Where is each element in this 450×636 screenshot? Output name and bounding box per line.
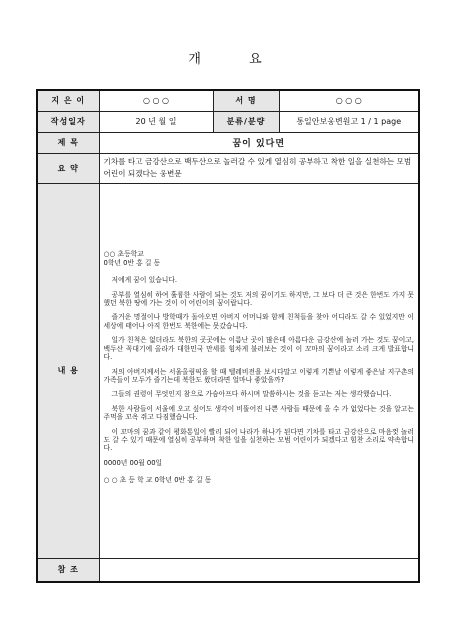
page-title: 개 요: [188, 52, 284, 67]
author-label: 지 은 이: [37, 90, 99, 111]
speech-school: ○○ 초등학교: [103, 250, 144, 259]
speech-paragraph: 즐거운 명절이나 방학때가 돌아오면 아버지 어머니와 함께 친척들을 찾아 어디라도 갈 수 있었지만 이 세상에 태어나 아직 한번도 북한에는 못갔습니다.: [103, 313, 414, 330]
speech-signature: ○ ○ 초 등 학 교 0학년 0반 홍 길 동: [103, 476, 212, 485]
date-label: 작성일자: [37, 111, 99, 132]
reference-value: [99, 558, 419, 582]
speech-content: [99, 183, 419, 558]
summary-form: [36, 89, 420, 583]
title-label: 제 목: [37, 132, 99, 153]
speech-date: 0000년 00월 00일: [103, 458, 163, 467]
book-name-value: ○ ○ ○: [279, 90, 419, 111]
speech-paragraph: 저에게 꿈이 있습니다.: [111, 276, 178, 285]
speech-paragraph: 저의 아버지께서는 서울올림픽을 할 때 텔레비전을 보시다말고 이렇게 기쁜날 이렇게 좋은날 지구촌의 가족들이 모두가 즐기는데 북한도 왔더라면 얼마나 좋았을까?: [103, 367, 414, 384]
speech-paragraph: 그들의 권령이 무엇인지 참으로 가슴아프다 하시며 말씀하시는 것을 듣고는 저는 생각했습니다.: [111, 390, 392, 399]
category-value: 통일안보웅변원고 1 / 1 page: [279, 111, 419, 132]
speech-paragraph: 일가 친척은 없더라도 북한의 곳곳에는 이름난 곳이 많은데 아름다운 금강산에 놀러 가는 것도 꿈이고, 백두산 꼭대기에 올라가 대한민국 만세를 힘차게 불러보는 것이 이 꼬마의 꿈이라고 소리 크게 발표합니다.: [103, 336, 414, 362]
speech-paragraph: 이 꼬마의 꿈과 같이 평화통일이 빨리 되어 나라가 하나가 된다면 기차를 타고 금강산으로 마음껏 놀러도 갈 수 있기 때문에 열심히 공부하며 착한 일을 실천하는 모범 어린이가 되겠다고 힘찬 소리로 약속합니다.: [103, 427, 414, 453]
speech-paragraph: 북한 사람들이 서울에 오고 싶어도 생각이 비뚤어진 나쁜 사람들 때문에 올 수 가 없었다는 것을 알고는 주먹을 꼬옥 쥐고 다짐했습니다.: [103, 404, 414, 422]
summary-label: 요 약: [37, 153, 99, 183]
reference-label: 참 조: [37, 558, 99, 582]
date-value: 20 년 월 일: [99, 111, 213, 132]
category-label: 분류/분량: [213, 111, 279, 132]
summary-text: 기차를 타고 금강산으로 백두산으로 놀러갈 수 있게 열심히 공부하고 착한 일을 실천하는 모범어린이 되겠다는 웅변문: [99, 153, 419, 183]
speech-speaker: 0학년 0반 홍 길 동: [103, 258, 161, 267]
book-name-label: 서 명: [213, 90, 279, 111]
author-value: ○ ○ ○: [99, 90, 213, 111]
document-title: 꿈이 있다면: [99, 132, 419, 153]
content-label: 내 용: [37, 183, 99, 558]
speech-paragraph: 공부를 열심히 하여 훌륭한 사람이 되는 것도 저의 꿈이기도 하지만, 그 보다 더 큰 것은 한번도 가지 못했던 북한 땅에 가는 것이 이 어린이의 꿈이랍니다.: [103, 290, 414, 308]
